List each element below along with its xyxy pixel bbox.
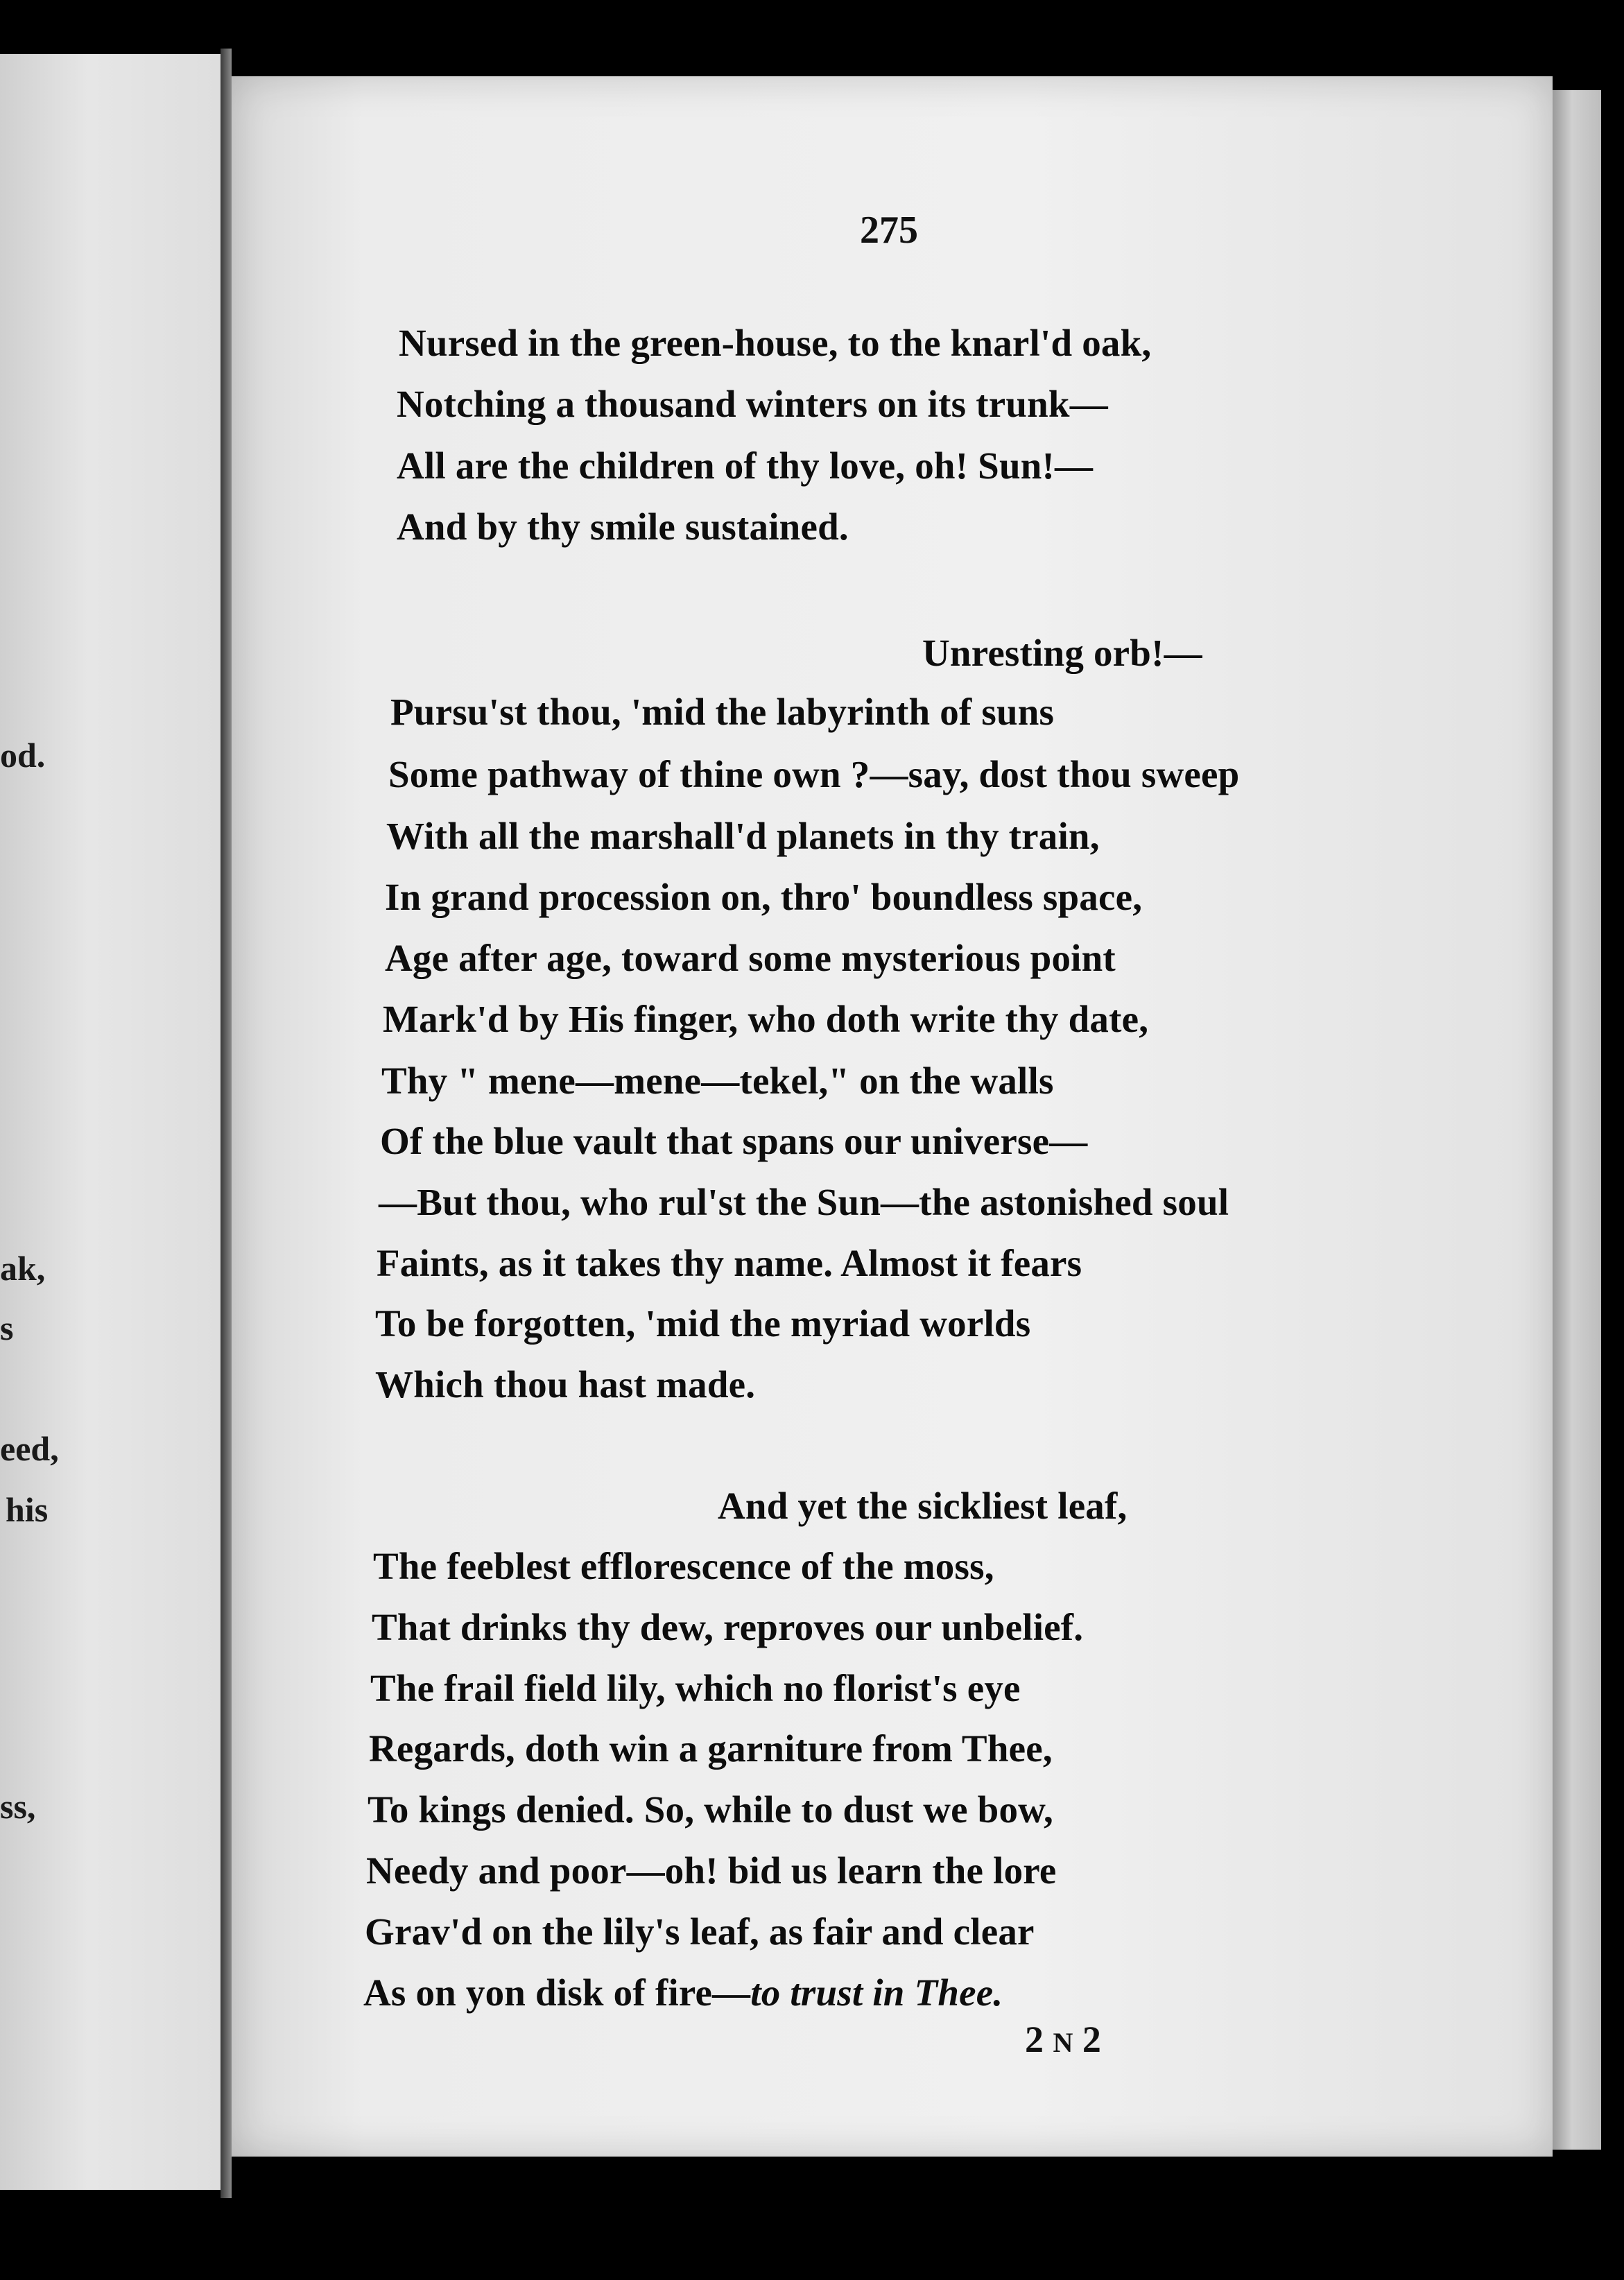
poem-line: Thy " mene—mene—tekel," on the walls [381, 1060, 1054, 1102]
poem-line: The frail field lily, which no florist's eye [370, 1667, 1021, 1709]
facing-page [0, 54, 221, 2190]
poem-line: With all the marshall'd planets in thy train, [386, 815, 1100, 857]
poem-line-text: As on yon disk of fire— [363, 1971, 751, 2014]
facing-page-fragment: ss, [0, 1787, 36, 1826]
poem-line: To kings denied. So, while to dust we bow, [368, 1788, 1054, 1831]
signature-mark [1025, 2018, 1101, 2061]
poem-line: Which thou hast made. [375, 1363, 756, 1406]
facing-page-fragment: od. [0, 736, 46, 775]
poem-line: Unresting orb!— [922, 632, 1202, 674]
poem-line: Needy and poor—oh! bid us learn the lore [366, 1849, 1057, 1892]
poem-line: And by thy smile sustained. [397, 506, 849, 548]
poem-line: That drinks thy dew, reproves our unbelief. [372, 1606, 1084, 1648]
poem-line: All are the children of thy love, oh! Sun!— [397, 444, 1094, 487]
poem-line: Of the blue vault that spans our universe— [380, 1120, 1088, 1162]
poem-line: The feeblest efflorescence of the moss, [373, 1545, 994, 1587]
signature-part: N [1053, 2027, 1073, 2058]
page-number: 275 [860, 209, 918, 252]
poem-line: In grand procession on, thro' boundless space, [385, 876, 1143, 918]
poem-line: And yet the sickliest leaf, [718, 1485, 1128, 1527]
poem-line: To be forgotten, 'mid the myriad worlds [375, 1302, 1031, 1345]
poem-line: —But thou, who rul'st the Sun—the astonished soul [379, 1181, 1229, 1223]
poem-line: Nursed in the green-house, to the knarl'd oak, [399, 322, 1152, 364]
poem-line: Faints, as it takes thy name. Almost it fears [377, 1242, 1082, 1284]
facing-page-fragment: eed, [0, 1429, 59, 1468]
poem-line: Mark'd by His finger, who doth write thy date, [383, 998, 1149, 1040]
page-edge [1553, 90, 1601, 2150]
poem-line-italic: to trust in Thee. [750, 1971, 1003, 2014]
book-gutter [221, 49, 232, 2198]
facing-page-fragment: his [6, 1490, 49, 1529]
facing-page-fragment: s [0, 1309, 14, 1347]
poem-line: Grav'd on the lily's leaf, as fair and clear [365, 1910, 1035, 1953]
poem-line [363, 1971, 1003, 2014]
poem-line: Pursu'st thou, 'mid the labyrinth of suns [390, 691, 1055, 733]
poem-line: Some pathway of thine own ?—say, dost thou sweep [388, 753, 1240, 795]
signature-part: 2 [1025, 2019, 1044, 2060]
poem-line: Age after age, toward some mysterious point [385, 937, 1116, 979]
signature-part: 2 [1082, 2019, 1101, 2060]
poem-line: Regards, doth win a garniture from Thee, [369, 1727, 1053, 1770]
poem-line: Notching a thousand winters on its trunk— [397, 383, 1108, 425]
facing-page-fragment: ak, [0, 1249, 46, 1288]
